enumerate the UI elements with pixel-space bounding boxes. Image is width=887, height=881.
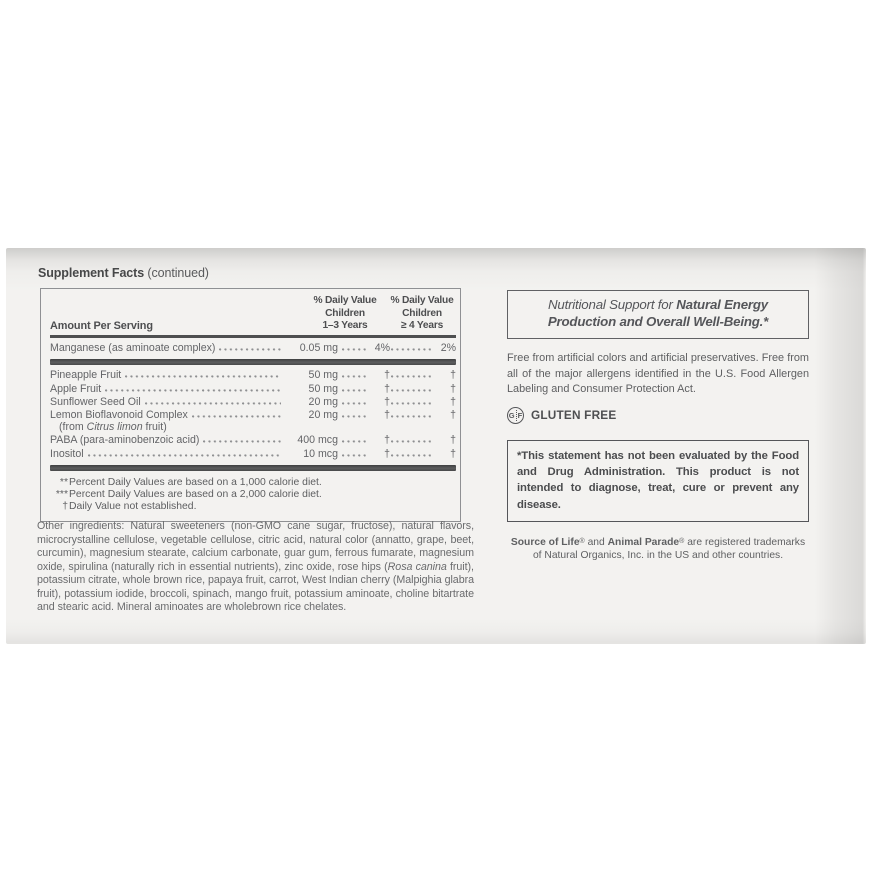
nutrient-name: Apple Fruit xyxy=(50,382,102,395)
dot-leader xyxy=(145,401,281,405)
nutrient-amount: 50 mg xyxy=(308,382,338,395)
nutrient-amount: 10 mcg xyxy=(303,447,338,460)
header-separator-bar xyxy=(50,335,456,339)
table-row xyxy=(50,342,456,355)
dot-leader xyxy=(219,347,281,351)
supplement-facts-title: Supplement Facts xyxy=(38,266,145,280)
free-from-paragraph: Free from artificial colors and artificial preservatives. Free from all of the major allergens identified in the U.S. Food Allergen Labeling and Consumer Protection Act. xyxy=(507,352,809,396)
daily-value-2: † xyxy=(450,434,456,447)
daily-value-2: † xyxy=(450,447,456,460)
col1-line1: % Daily Value xyxy=(313,295,377,306)
daily-value-1: † xyxy=(384,434,390,447)
footnote xyxy=(50,489,456,501)
daily-value-1: † xyxy=(384,409,390,422)
table-row xyxy=(50,383,456,396)
footnote-mark: ** xyxy=(59,476,68,488)
dot-leader xyxy=(391,347,431,351)
nutritional-support-box xyxy=(507,290,809,339)
right-column xyxy=(507,290,809,562)
daily-value-2: † xyxy=(450,395,456,408)
main-nutrient-section xyxy=(50,342,456,355)
dot-leader xyxy=(391,439,431,443)
text-segment: and xyxy=(584,536,608,548)
dot-leader xyxy=(88,453,281,457)
dot-leader xyxy=(105,388,281,392)
dot-leader xyxy=(391,388,431,392)
gluten-free-icon xyxy=(507,407,524,424)
dot-leader xyxy=(342,439,366,443)
footnote-text: Percent Daily Values are based on a 1,000 calorie diet. xyxy=(69,476,322,488)
dot-leader xyxy=(342,347,366,351)
daily-value-column-1-3-years xyxy=(312,295,378,333)
supplement-facts-continued: (continued) xyxy=(144,266,209,280)
dot-leader xyxy=(342,414,366,418)
text-segment: are registered trademarks of Natural Organics, Inc. in the US and other countries. xyxy=(532,536,806,561)
footnote xyxy=(50,477,456,489)
fda-disclaimer-box: *This statement has not been evaluated by the Food and Drug Administration. This product is not intended to diagnose, treat, cure or prevent any disease. xyxy=(507,440,809,522)
dot-leader xyxy=(203,439,281,443)
nutrient-name: Lemon Bioflavonoid Complex xyxy=(50,409,188,422)
col2-line3: ≥ 4 Years xyxy=(400,320,444,332)
col2-line1: % Daily Value xyxy=(390,295,454,306)
col2-line2: Children xyxy=(402,307,442,319)
nutrient-amount: 20 mg xyxy=(308,409,338,422)
text-segment: Nutritional Support for xyxy=(547,297,677,312)
text-segment: Rosa canina xyxy=(387,560,447,573)
nutrient-amount: 0.05 mg xyxy=(299,342,338,355)
daily-value-2: 2% xyxy=(440,342,456,355)
daily-value-2: † xyxy=(450,369,456,382)
amount-per-serving-label: Amount Per Serving xyxy=(50,319,153,332)
other-ingredients-paragraph xyxy=(37,520,474,615)
section-separator-bar xyxy=(50,359,456,365)
gf-icon-letter-f: F xyxy=(517,410,523,420)
dot-leader xyxy=(125,374,281,378)
dot-leader xyxy=(391,401,431,405)
dot-leader xyxy=(342,401,366,405)
gf-icon-divider xyxy=(516,410,517,421)
daily-value-2: † xyxy=(450,409,456,422)
supplement-facts-heading xyxy=(38,266,209,280)
text-segment: fruit) xyxy=(142,421,167,434)
nutrient-name: Manganese (as aminoate complex) xyxy=(50,342,216,355)
footnote-text: Percent Daily Values are based on a 2,000 calorie diet. xyxy=(69,488,322,500)
gluten-free-label: GLUTEN FREE xyxy=(531,408,617,423)
table-row xyxy=(50,369,456,382)
footnote xyxy=(50,501,456,513)
daily-value-1: † xyxy=(384,382,390,395)
dot-leader xyxy=(342,388,366,392)
nutrient-amount: 400 mcg xyxy=(297,434,338,447)
nutrient-amount: 50 mg xyxy=(308,369,338,382)
dot-leader xyxy=(391,453,431,457)
daily-value-1: † xyxy=(384,369,390,382)
daily-value-2: † xyxy=(450,382,456,395)
gluten-free-row xyxy=(507,407,809,424)
nutrient-name: Inositol xyxy=(50,447,84,460)
table-row xyxy=(50,434,456,447)
dot-leader xyxy=(391,374,431,378)
nutrient-name: Pineapple Fruit xyxy=(50,369,122,382)
text-segment: (from xyxy=(59,421,87,434)
text-segment: Animal Parade xyxy=(607,536,680,548)
daily-value-1: † xyxy=(384,395,390,408)
nutrient-sub-line xyxy=(50,421,456,434)
footnote-text: Daily Value not established. xyxy=(69,500,197,512)
table-row xyxy=(50,448,456,461)
text-segment: ® xyxy=(579,537,585,545)
text-segment: Source of Life xyxy=(510,536,580,548)
daily-value-column-4plus-years xyxy=(388,295,456,333)
footnote-mark: † xyxy=(62,500,68,512)
footnote-separator-bar xyxy=(50,465,456,471)
table-header xyxy=(50,295,456,333)
text-segment: Other ingredients: Natural sweeteners (non-GMO cane sugar, fructose), natural flavors, microcrystalline cellulose, vegetable cellulose, citric acid, natural color (annatto, grape, beet, curcumin), magnesium stearate, calcium carbonate, guar gum, ferrous fumarate, magnesium oxide, spirulina (naturally rich in essential nutrients), zinc oxide, rose hips ( xyxy=(37,520,474,573)
daily-value-1: 4% xyxy=(374,342,390,355)
nutrient-rows xyxy=(50,369,456,460)
dot-leader xyxy=(342,453,366,457)
dot-leader xyxy=(192,414,281,418)
nutrient-amount: 20 mg xyxy=(308,395,338,408)
dot-leader xyxy=(342,374,366,378)
daily-value-1: † xyxy=(384,447,390,460)
nutrient-name: PABA (para-aminobenzoic acid) xyxy=(50,434,200,447)
dot-leader xyxy=(391,414,431,418)
nutrient-name: Sunflower Seed Oil xyxy=(50,395,141,408)
trademark-notice xyxy=(507,535,809,562)
col1-line2: Children xyxy=(325,307,365,319)
text-segment: fruit), potassium citrate, whole brown rice, papaya fruit, carrot, West Indian cherry (Malpighia glabra fruit), potassium iodide, broccoli, spinach, mango fruit, potassium aminoate, choline bitartrate and stearic acid. Mineral aminoates are wholebrown rice chelates. xyxy=(37,560,475,613)
text-segment: Citrus limon xyxy=(86,421,143,434)
text-segment: Natural Energy Production and Overall Well-Being.* xyxy=(547,297,769,329)
footnote-mark: *** xyxy=(55,488,68,500)
col1-line3: 1–3 Years xyxy=(322,320,368,332)
text-segment: ® xyxy=(679,537,685,545)
gf-icon-letter-g: G xyxy=(508,410,515,420)
table-footnotes xyxy=(50,477,456,513)
table-row xyxy=(50,396,456,409)
supplement-facts-table xyxy=(40,288,461,522)
